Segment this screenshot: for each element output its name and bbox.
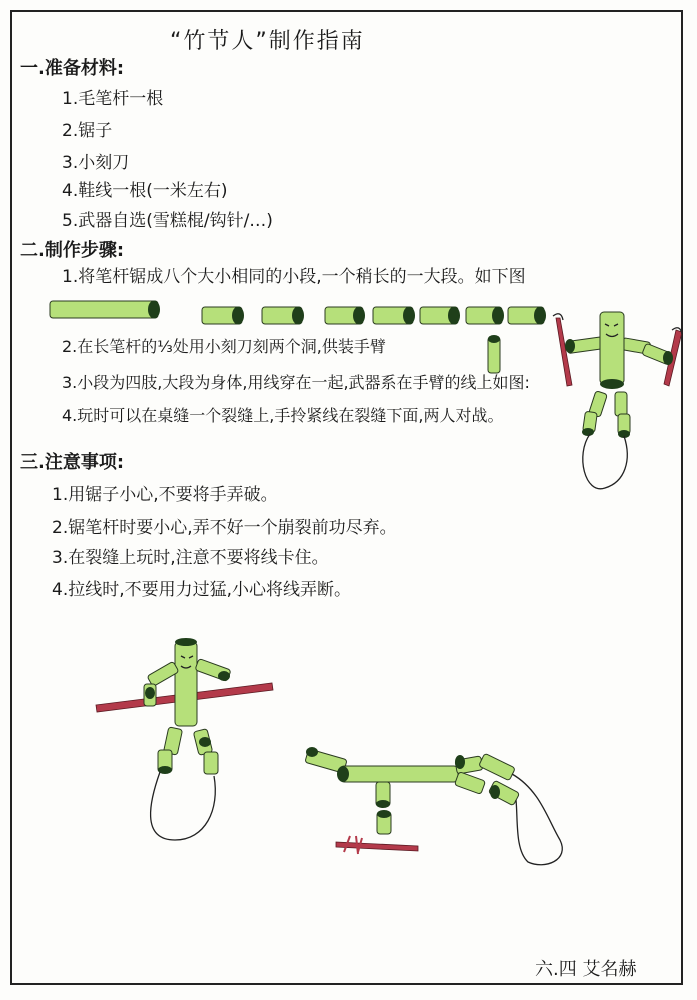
material-item: 5.武器自选(雪糕棍/钩针/…) [62, 211, 273, 231]
author-signature: 六.四 艾名赫 [535, 959, 637, 980]
bamboo-arm-segment [488, 335, 500, 373]
note-item: 4.拉线时,不要用力过猛,小心将线弄断。 [52, 580, 352, 600]
section-steps-heading: 二.制作步骤: [20, 240, 125, 261]
material-item: 1.毛笔杆一根 [62, 89, 164, 109]
bamboo-man-figure-lying [305, 747, 562, 865]
bamboo-small-segment [373, 307, 415, 325]
material-item: 3.小刻刀 [62, 153, 130, 173]
bamboo-small-segment [420, 307, 460, 325]
bamboo-man-figure-standing [553, 312, 682, 489]
step-item: 2.在长笔杆的⅓处用小刻刀刻两个洞,供装手臂 [62, 337, 386, 356]
bamboo-small-segment [325, 307, 365, 325]
bamboo-long-segment [50, 301, 160, 319]
section-notes-heading: 三.注意事项: [20, 452, 125, 473]
bamboo-small-segment [202, 307, 244, 325]
bamboo-small-segment [262, 307, 304, 325]
note-item: 2.锯笔杆时要小心,弄不好一个崩裂前功尽弃。 [52, 518, 397, 538]
step-item: 1.将笔杆锯成八个大小相同的小段,一个稍长的一大段。如下图 [62, 267, 526, 287]
bamboo-small-segment [466, 307, 504, 325]
note-item: 3.在裂缝上玩时,注意不要将线卡住。 [52, 548, 329, 568]
bamboo-man-figure-staff [96, 638, 273, 840]
section-materials-heading: 一.准备材料: [20, 58, 125, 79]
step-item: 4.玩时可以在桌缝一个裂缝上,手拎紧线在裂缝下面,两人对战。 [62, 406, 504, 425]
step-item: 3.小段为四肢,大段为身体,用线穿在一起,武器系在手臂的线上如图: [62, 373, 530, 392]
material-item: 4.鞋线一根(一米左右) [62, 181, 228, 201]
note-item: 1.用锯子小心,不要将手弄破。 [52, 485, 278, 505]
page-title: “竹节人”制作指南 [170, 29, 365, 54]
material-item: 2.锯子 [62, 121, 113, 141]
bamboo-small-segment [508, 307, 546, 325]
bamboo-segments-row [50, 301, 546, 325]
